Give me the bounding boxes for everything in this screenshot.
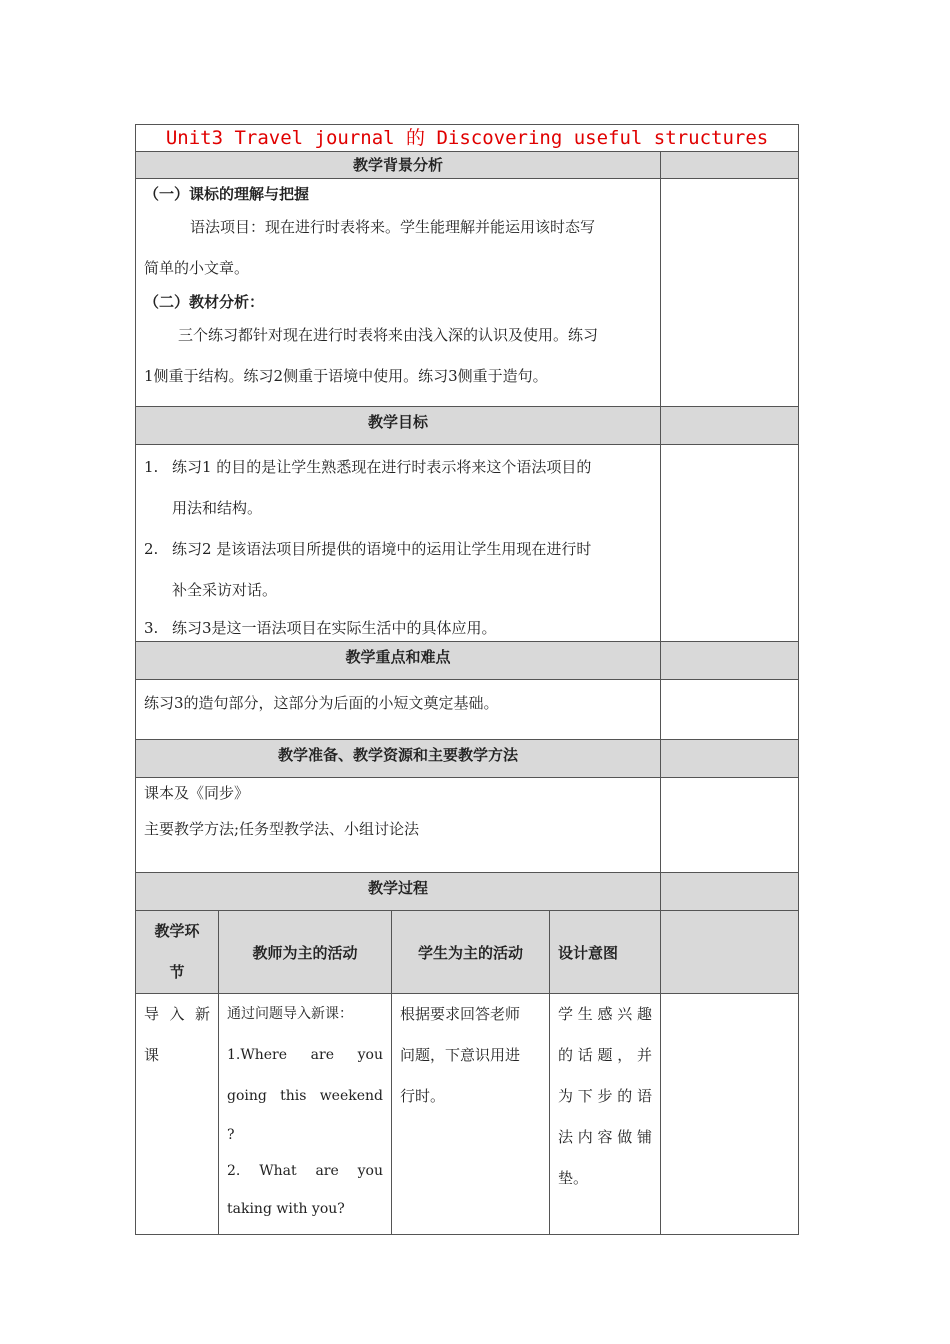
cell-line: 法内容做铺 (558, 1128, 652, 1146)
stage-cell (136, 994, 219, 1235)
list-number: 1. (144, 458, 159, 476)
list-number: 3. (144, 619, 159, 637)
cell-line: 学生感兴趣 (558, 1005, 652, 1023)
goals-content (136, 445, 661, 642)
prep-content (136, 778, 661, 873)
prep-line: 课本及《同步》 (144, 784, 250, 802)
list-text: 练习3是这一语法项目在实际生活中的具体应用。 (172, 619, 497, 637)
side-column (661, 179, 799, 407)
prep-line: 主要教学方法;任务型教学法、小组讨论法 (144, 820, 420, 838)
header-line: 节 (169, 963, 185, 981)
section-heading-focus: 教学重点和难点 (136, 642, 661, 680)
subheading-standards: （一）课标的理解与把握 (144, 185, 310, 203)
side-column (661, 680, 799, 740)
student-activity-cell (392, 994, 550, 1235)
cell-line: 的话题，并 (558, 1046, 652, 1064)
subheading-materials: （二）教材分析： (144, 293, 265, 311)
page-title: Unit3 Travel journal 的 Discovering useful structures (136, 125, 799, 152)
side-column (661, 778, 799, 873)
list-item (136, 529, 660, 570)
cell-line: 课 (144, 1046, 160, 1064)
paragraph-line: 三个练习都针对现在进行时表将来由浅入深的认识及使用。练习 (178, 326, 599, 344)
section-heading-process: 教学过程 (136, 873, 661, 911)
section-heading-background: 教学背景分析 (136, 152, 661, 179)
cell-line: going this weekend (227, 1088, 383, 1104)
cell-line: ? (227, 1127, 235, 1143)
cell-line: 为下步的语 (558, 1087, 652, 1105)
cell-line: taking with you? (227, 1201, 345, 1217)
side-column (661, 740, 799, 778)
section-heading-goals: 教学目标 (136, 407, 661, 445)
cell-line: 1.Where are you (227, 1047, 383, 1063)
list-number: 2. (144, 540, 159, 558)
column-header-teacher: 教师为主的活动 (219, 911, 392, 994)
list-text: 练习2 是该语法项目所提供的语境中的运用让学生用现在进行时 (172, 540, 592, 558)
side-column (661, 407, 799, 445)
side-column (661, 873, 799, 911)
paragraph-line: 语法项目：现在进行时表将来。学生能理解并能运用该时态写 (190, 218, 596, 236)
cell-line: 导 入 新 (144, 1005, 210, 1023)
paragraph-line: 简单的小文章。 (144, 259, 250, 277)
header-line: 教学环 (154, 922, 200, 940)
side-column (661, 642, 799, 680)
list-text: 用法和结构。 (172, 499, 263, 517)
side-column (661, 994, 799, 1235)
list-text: 练习1 的目的是让学生熟悉现在进行时表示将来这个语法项目的 (172, 458, 592, 476)
side-column (661, 152, 799, 179)
column-header-student: 学生为主的活动 (392, 911, 550, 994)
cell-line: 行时。 (400, 1087, 446, 1105)
cell-line: 问题，下意识用进 (400, 1046, 521, 1064)
side-column (661, 445, 799, 642)
design-intent-cell (550, 994, 661, 1235)
cell-line: 垫。 (558, 1169, 589, 1187)
list-item (136, 447, 660, 488)
cell-line: 2. What are you (227, 1163, 383, 1179)
background-content (136, 179, 661, 407)
focus-content: 练习3的造句部分，这部分为后面的小短文奠定基础。 (136, 680, 661, 740)
section-heading-prep: 教学准备、教学资源和主要教学方法 (136, 740, 661, 778)
lesson-plan-table (135, 124, 799, 1235)
column-header-intent: 设计意图 (550, 911, 661, 994)
list-item-continuation (136, 570, 660, 611)
teacher-activity-cell (219, 994, 392, 1235)
column-header-stage (136, 911, 219, 994)
list-item (136, 611, 660, 641)
paragraph-line: 1侧重于结构。练习2侧重于语境中使用。练习3侧重于造句。 (144, 367, 548, 385)
cell-line: 通过问题导入新课： (227, 1006, 353, 1022)
list-item-continuation (136, 488, 660, 529)
lesson-plan-sheet (135, 124, 798, 1235)
list-text: 补全采访对话。 (172, 581, 278, 599)
side-column (661, 911, 799, 994)
cell-line: 根据要求回答老师 (400, 1005, 521, 1023)
